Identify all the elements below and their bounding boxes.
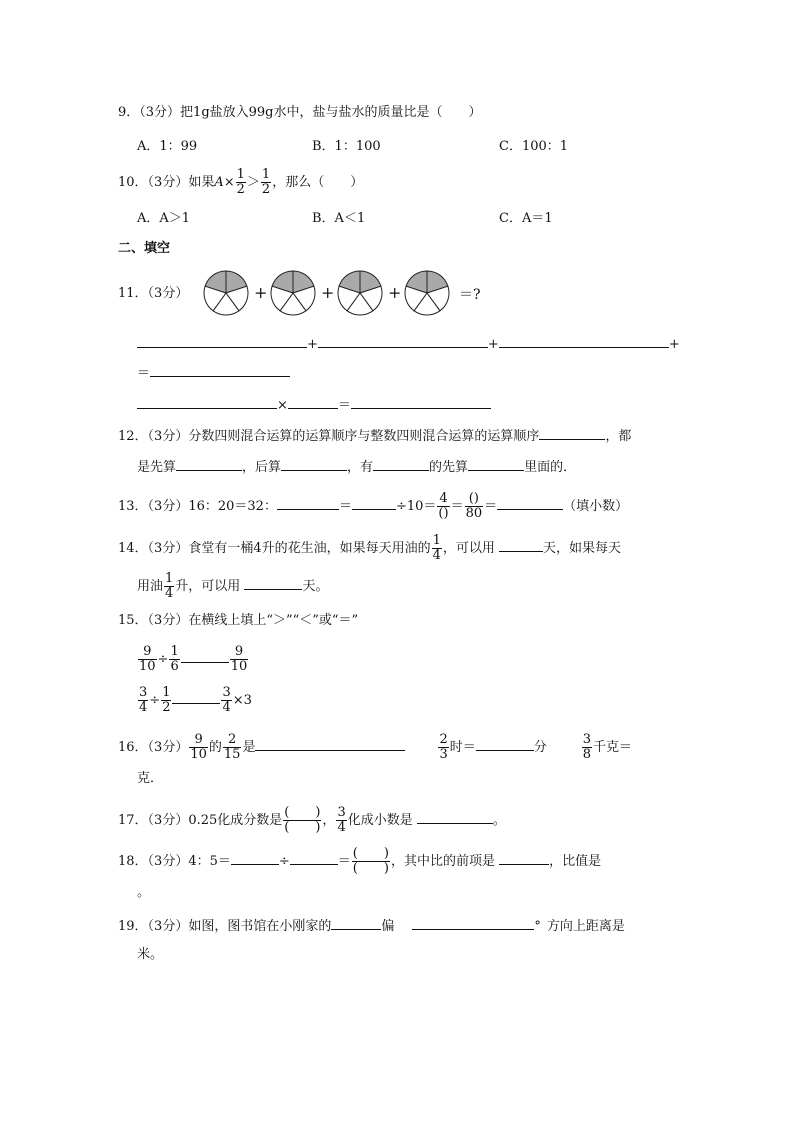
q11-answer-row-2	[137, 362, 290, 383]
q18-text-1: 18．（3分）4：5＝	[118, 854, 231, 869]
q14-text-5: 升，可以用	[175, 579, 241, 594]
q11-pie-4	[401, 268, 453, 318]
q15-r2-frac-a: $\frac{3}{4}$	[139, 685, 148, 715]
q11-equals-b: ＝	[337, 398, 351, 413]
q14-fraction-2: $\frac{1}{4}$	[165, 571, 174, 601]
q13-blank-2[interactable]	[352, 495, 396, 510]
q10-fraction-2: $\frac{1}{2}$	[261, 167, 271, 197]
q13-text-end: （填小数）	[563, 499, 629, 514]
q13-fraction-1: $\frac{4}{()}$	[438, 491, 449, 521]
q14-blank-2[interactable]	[244, 575, 302, 590]
q17-blank[interactable]	[417, 809, 493, 824]
q12-blank-4[interactable]	[373, 456, 429, 471]
question-16-line-2: 克．	[137, 771, 164, 786]
q10-times: ×	[223, 175, 235, 190]
q16-frac-4: $\frac{3}{8}$	[582, 732, 592, 762]
question-19-line-1	[118, 915, 625, 936]
q11-pie-1	[200, 268, 252, 318]
q13-equals-2: ＝	[450, 499, 464, 514]
q10-prefix: 10．（3分）如果	[118, 175, 215, 190]
question-17	[118, 806, 506, 835]
question-11-label: 11．（3分）	[118, 286, 189, 301]
q11-blank-2[interactable]	[318, 333, 488, 348]
q12-text-6: 的先算	[429, 460, 469, 475]
q15-r2-div: ÷	[149, 693, 161, 708]
q11-answer-row-3	[137, 394, 491, 415]
q18-text-2: ，其中比的前项是	[390, 854, 495, 869]
q9-option-a: A．1：99	[137, 139, 198, 154]
q12-blank-3[interactable]	[281, 456, 347, 471]
question-15-stem: 15．（3分）在横线上填上“＞”“＜”或“＝”	[118, 613, 359, 628]
q15-r2-frac-c: $\frac{3}{4}$	[222, 685, 231, 715]
q15-row-2	[137, 686, 252, 715]
q10-option-c: C．A＝1	[499, 211, 553, 226]
question-18	[118, 847, 601, 876]
q11-plus-3: +	[388, 283, 402, 302]
q15-r1-frac-c: $\frac{9}{10}$	[230, 644, 248, 674]
q18-blank-3[interactable]	[499, 850, 549, 865]
question-18-line-2: 。	[137, 885, 151, 900]
q9-option-c: C．100：1	[499, 139, 569, 154]
q11-blank-3[interactable]	[499, 333, 669, 348]
section-2-heading: 二、填空	[118, 241, 171, 256]
q11-plus-c: +	[668, 337, 680, 352]
q19-text-1: 19．（3分）如图，图书馆在小刚家的	[118, 919, 332, 934]
q14-text-2: ，可以用	[442, 541, 495, 556]
question-14-line-1	[118, 534, 621, 563]
q16-hour: 时＝	[449, 740, 476, 755]
q11-pie-3	[334, 268, 386, 318]
q18-div: ÷	[278, 854, 290, 869]
q15-r1-frac-a: $\frac{9}{10}$	[139, 644, 156, 674]
q14-blank-1[interactable]	[499, 537, 543, 552]
q10-var-a: A	[214, 175, 224, 190]
q16-label: 16．（3分）	[118, 740, 189, 755]
q14-text-4: 用油	[137, 579, 164, 594]
q11-blank-4[interactable]	[150, 362, 290, 377]
q19-blank-2[interactable]	[412, 915, 534, 930]
q11-times: ×	[277, 398, 288, 413]
question-10-stem	[118, 168, 363, 197]
question-12-line-2	[137, 456, 576, 477]
q11-plus-1: +	[254, 283, 268, 302]
q19-degree: °	[534, 919, 541, 934]
q15-row-1	[137, 645, 249, 674]
q12-text-2: ，都	[605, 429, 632, 444]
q13-blank-1[interactable]	[277, 495, 339, 510]
question-16	[118, 733, 632, 762]
q19-text-3: 方向上距离是	[546, 919, 625, 934]
q18-blank-1[interactable]	[231, 850, 279, 865]
q11-blank-7[interactable]	[351, 394, 491, 409]
q10-option-a: A．A＞1	[137, 211, 191, 226]
q16-blank-2[interactable]	[476, 736, 534, 751]
q17-text-3: 化成小数是	[347, 813, 413, 828]
q15-r1-blank[interactable]	[181, 648, 229, 663]
q12-blank-2[interactable]	[176, 456, 242, 471]
q12-text-3: 是先算	[137, 460, 177, 475]
q16-kg: 千克＝	[593, 740, 633, 755]
q16-frac-2: $\frac{2}{15}$	[223, 732, 241, 762]
q15-r1-frac-b: $\frac{1}{6}$	[170, 644, 179, 674]
q16-blank-1[interactable]	[255, 736, 405, 751]
question-19-line-2: 米。	[137, 947, 164, 962]
q15-r2-blank[interactable]	[172, 689, 220, 704]
q10-fraction-1: $\frac{1}{2}$	[236, 167, 245, 197]
q12-text-4: ，后算	[242, 460, 282, 475]
q18-paren-fraction: $\frac{( )}{( )}$	[352, 846, 389, 876]
q17-text-4: 。	[492, 813, 506, 828]
q12-blank-5[interactable]	[468, 456, 524, 471]
q12-blank-1[interactable]	[539, 425, 605, 440]
q12-text-1: 12．（3分）分数四则混合运算的运算顺序与整数四则混合运算的运算顺序	[118, 429, 540, 444]
q17-fraction: $\frac{3}{4}$	[337, 805, 346, 835]
q18-eq: ＝	[337, 854, 351, 869]
q16-frac-3: $\frac{2}{3}$	[439, 732, 448, 762]
q9-option-b: B．1：100	[312, 139, 381, 154]
q15-r2-times: ×3	[232, 693, 252, 708]
q13-div10: ÷10＝	[395, 499, 437, 514]
q19-text-2: 偏	[381, 919, 395, 934]
q11-equals-a: ＝	[137, 366, 151, 381]
q11-blank-1[interactable]	[137, 333, 307, 348]
q10-suffix: ，那么（ ）	[272, 175, 364, 190]
q12-text-7: 里面的．	[524, 460, 577, 475]
question-14-line-2	[137, 572, 328, 601]
q14-text-1: 14．（3分）食堂有一桶4升的花生油，如果每天用油的	[118, 541, 431, 556]
q18-text-3: ，比值是	[549, 854, 602, 869]
q14-fraction-1: $\frac{1}{4}$	[432, 533, 441, 563]
q11-plus-2: +	[321, 283, 335, 302]
q10-gt: ＞	[246, 175, 260, 190]
q17-text-2: ，	[322, 813, 336, 828]
q13-equals-3: ＝	[484, 499, 498, 514]
q16-shi: 是	[242, 740, 256, 755]
q17-text-1: 17．（3分）0.25化成分数是	[118, 813, 283, 828]
q10-option-b: B．A＜1	[312, 211, 366, 226]
q14-text-3: 天，如果每天	[543, 541, 622, 556]
q13-equals-1: ＝	[338, 499, 352, 514]
q11-blank-5[interactable]	[137, 394, 277, 409]
q18-blank-2[interactable]	[290, 850, 338, 865]
question-13	[118, 492, 628, 521]
q16-de: 的	[208, 740, 222, 755]
q17-paren-fraction: $\frac{( )}{( )}$	[284, 805, 321, 835]
q11-plus-b: +	[487, 337, 499, 352]
question-12-line-1	[118, 425, 631, 446]
q15-r1-div: ÷	[157, 652, 169, 667]
q11-equals-question: ＝?	[459, 287, 481, 303]
q19-blank-1[interactable]	[331, 915, 381, 930]
q16-min: 分	[533, 740, 547, 755]
q13-fraction-2: $\frac{()}{80}$	[465, 491, 483, 521]
q15-r2-frac-b: $\frac{1}{2}$	[162, 685, 171, 715]
q11-blank-6[interactable]	[288, 394, 338, 409]
q11-answer-row-1	[137, 333, 680, 354]
question-9-stem: 9．（3分）把1g盐放入99g水中，盐与盐水的质量比是（ ）	[118, 105, 482, 120]
q11-pie-2	[267, 268, 319, 318]
q16-frac-1: $\frac{9}{10}$	[190, 732, 207, 762]
q11-plus-a: +	[307, 337, 318, 352]
q12-text-5: ，有	[347, 460, 374, 475]
q14-text-6: 天。	[302, 579, 329, 594]
q13-blank-3[interactable]	[497, 495, 563, 510]
q13-text-1: 13．（3分）16：20＝32：	[118, 499, 277, 514]
